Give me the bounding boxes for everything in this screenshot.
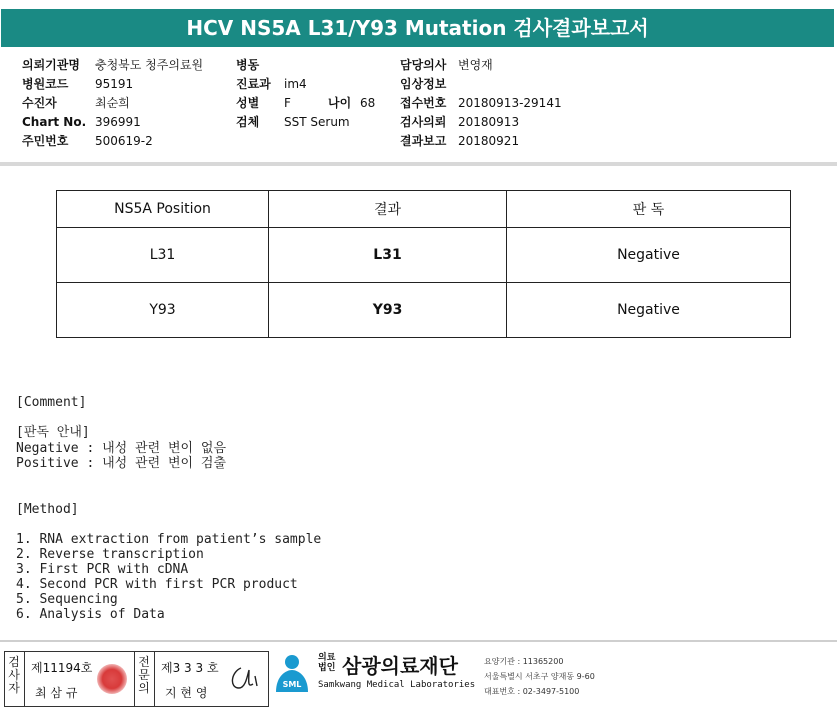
info-row-doctor: 담당의사 변영재 [400, 58, 493, 72]
info-row-ward: 병동 [236, 58, 260, 72]
divider [154, 652, 155, 706]
foundation-address: 서울특별시 서초구 양재동 9-60 [484, 672, 595, 681]
examiner-label: 검사자 [8, 655, 20, 695]
institution-code: 요양기관 : 11365200 [484, 657, 564, 666]
column-header: NS5A Position [57, 191, 269, 228]
results-table [56, 190, 791, 338]
method-step: 2. Reverse transcription [16, 547, 204, 562]
signature-box [4, 651, 269, 707]
method-step: 6. Analysis of Data [16, 607, 165, 622]
patient-info-col2 [236, 56, 375, 132]
info-row-chart-no: Chart No. 396991 [22, 115, 141, 129]
info-row-specimen: 검체 SST Serum [236, 115, 350, 129]
info-row-patient-name: 수진자 최순희 [22, 96, 130, 110]
foundation-name: 삼광의료재단 [342, 654, 458, 678]
method-heading: [Method] [16, 502, 79, 517]
report-title: HCV NS5A L31/Y93 Mutation 검사결과보고서 [1, 9, 834, 47]
guide-heading: [판독 안내] [16, 425, 90, 440]
table-cell-interpretation: Negative [507, 228, 791, 283]
foundation-phone: 대표번호 : 02-3497-5100 [484, 687, 580, 696]
guide-line-positive: Positive : 내성 관련 변이 검출 [16, 456, 227, 471]
comment-heading: [Comment] [16, 395, 87, 410]
info-row-resident-no: 주민번호 500619-2 [22, 134, 153, 148]
footer-divider [0, 640, 837, 642]
info-row-hospital-code: 병원코드 95191 [22, 77, 134, 91]
patient-info-col1 [22, 56, 203, 151]
info-row-request-date: 검사의뢰 20180913 [400, 115, 520, 129]
info-row-clinical-info: 임상정보 [400, 77, 447, 91]
patient-info-col3 [400, 56, 562, 151]
table-cell-result: L31 [269, 228, 507, 283]
specialist-license-no: 제3 3 3 호 [161, 661, 219, 675]
table-cell-interpretation: Negative [507, 283, 791, 338]
method-step: 3. First PCR with cDNA [16, 562, 189, 577]
specialist-signature [227, 662, 263, 696]
info-row-report-date: 결과보고 20180921 [400, 134, 520, 148]
header-divider [0, 162, 837, 166]
examiner-name: 최 삼 규 [35, 686, 78, 700]
table-cell-position: L31 [57, 228, 269, 283]
column-header: 결과 [269, 191, 507, 228]
divider [24, 652, 25, 706]
table-row [57, 283, 791, 338]
info-row-receipt-no: 접수번호 20180913-29141 [400, 96, 562, 110]
info-row-sex-age: 성별 F 나이 68 [236, 96, 376, 110]
table-cell-result: Y93 [269, 283, 507, 338]
column-header: 판 독 [507, 191, 791, 228]
examiner-seal-stamp [97, 664, 127, 694]
info-row-institution: 의뢰기관명 충청북도 청주의료원 [22, 58, 204, 72]
foundation-prefix: 의료 법인 [318, 653, 336, 673]
method-step: 1. RNA extraction from patient’s sample [16, 532, 322, 547]
report-header [0, 0, 837, 166]
guide-line-negative: Negative : 내성 관련 변이 없음 [16, 441, 227, 456]
examiner-license-no: 제11194호 [31, 661, 93, 675]
divider [134, 652, 135, 706]
specialist-label: 전문의 [138, 655, 150, 695]
sml-logo-icon [272, 652, 312, 694]
method-step: 4. Second PCR with first PCR product [16, 577, 298, 592]
info-row-department: 진료과 im4 [236, 77, 307, 91]
svg-text:SML: SML [282, 680, 302, 689]
method-step: 5. Sequencing [16, 592, 118, 607]
table-row [57, 228, 791, 283]
table-cell-position: Y93 [57, 283, 269, 338]
specialist-name: 지 현 영 [165, 686, 208, 700]
foundation-name-en: Samkwang Medical Laboratories [318, 680, 476, 690]
table-header-row [57, 191, 791, 228]
